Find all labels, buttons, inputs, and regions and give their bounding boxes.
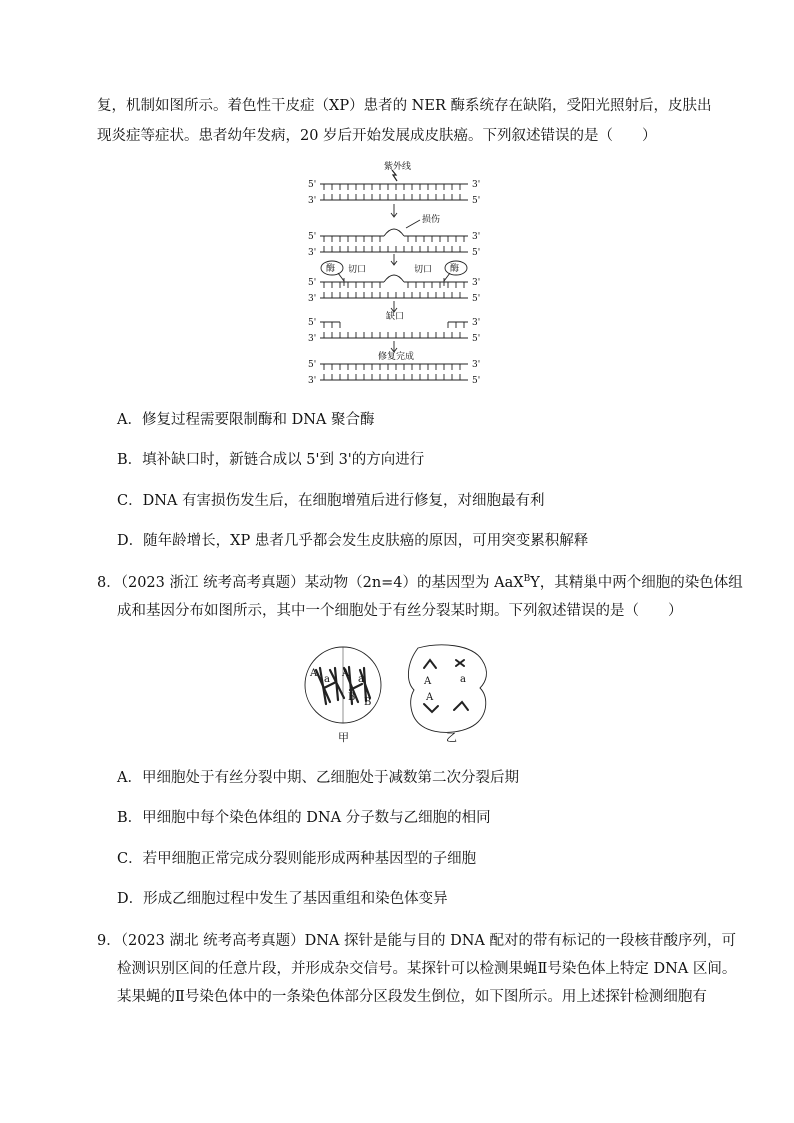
q7-intro-line-2: 现炎症等症状。患者幼年发病，20 岁后开始发展成皮肤癌。下列叙述错误的是（ ）	[97, 128, 657, 144]
svg-text:3': 3'	[308, 334, 317, 344]
svg-text:3': 3'	[472, 360, 481, 370]
q8-stem-line-2: 成和基因分布如图所示，其中一个细胞处于有丝分裂某时期。下列叙述错误的是（ ）	[117, 603, 683, 619]
q7-option-b: B．填补缺口时，新链合成以 5'到 3'的方向进行	[117, 452, 425, 468]
enzyme-label-left: 酶	[326, 264, 336, 274]
repair-complete-label: 修复完成	[378, 352, 415, 362]
svg-text:a: a	[460, 674, 466, 685]
enzyme-label-right: 酶	[450, 264, 460, 274]
q9-stem-line-2: 检测识别区间的任意片段，并形成杂交信号。某探针可以检测果蝇Ⅱ号染色体上特定 DNA 区间。	[117, 961, 737, 977]
svg-text:5': 5'	[308, 232, 317, 242]
cell-label-yi: 乙	[446, 731, 457, 744]
svg-text:a: a	[324, 674, 330, 685]
svg-text:3': 3'	[308, 294, 317, 304]
svg-text:A: A	[310, 668, 318, 679]
uv-label: 紫外线	[384, 162, 412, 172]
q7-option-d: D．随年龄增长，XP 患者几乎都会发生皮肤癌的原因，可用突变累积解释	[117, 533, 589, 549]
gap-label: 缺口	[386, 312, 405, 322]
svg-text:3': 3'	[308, 248, 317, 258]
svg-text:a: a	[358, 674, 364, 685]
svg-text:B: B	[364, 697, 372, 708]
svg-text:3': 3'	[308, 196, 317, 206]
q9-stem-line-1: 9．（2023 湖北 统考高考真题）DNA 探针是能与目的 DNA 配对的带有标记的一段核苷酸序列，可	[97, 933, 736, 949]
damage-label: 损伤	[422, 215, 441, 225]
svg-text:A: A	[426, 692, 434, 703]
svg-text:5': 5'	[472, 294, 481, 304]
cell-label-jia: 甲	[338, 731, 349, 744]
q8-stem-line-1: 8．（2023 浙江 统考高考真题）某动物（2n=4）的基因型为 AaX$^B$Y，其精巢中两个细胞的染色体组	[97, 574, 743, 591]
cut-label-right: 切口	[414, 265, 433, 275]
svg-text:A: A	[424, 676, 432, 687]
svg-text:5': 5'	[308, 180, 317, 190]
svg-text:5': 5'	[472, 334, 481, 344]
q8-option-a: A．甲细胞处于有丝分裂中期、乙细胞处于减数第二次分裂后期	[117, 770, 519, 786]
q8-option-d: D．形成乙细胞过程中发生了基因重组和染色体变异	[117, 891, 448, 907]
svg-text:5': 5'	[308, 318, 317, 328]
q7-option-c: C．DNA 有害损伤发生后，在细胞增殖后进行修复，对细胞最有利	[117, 493, 545, 509]
cut-label-left: 切口	[348, 265, 367, 275]
svg-text:3': 3'	[472, 318, 481, 328]
svg-text:3': 3'	[472, 278, 481, 288]
q8-option-c: C．若甲细胞正常完成分裂则能形成两种基因型的子细胞	[117, 851, 477, 867]
q7-option-a: A．修复过程需要限制酶和 DNA 聚合酶	[117, 412, 375, 428]
cell-division-figure	[300, 638, 500, 746]
svg-text:5': 5'	[472, 196, 481, 206]
svg-text:5': 5'	[308, 360, 317, 370]
svg-text:5': 5'	[308, 278, 317, 288]
q7-intro-line-1: 复，机制如图所示。着色性干皮症（XP）患者的 NER 酶系统存在缺陷，受阳光照射后，皮肤出	[97, 98, 712, 114]
ner-repair-figure	[300, 160, 500, 388]
svg-text:3': 3'	[472, 180, 481, 190]
svg-text:A: A	[342, 668, 350, 679]
svg-text:5': 5'	[472, 376, 481, 386]
svg-text:3': 3'	[308, 376, 317, 386]
svg-text:B: B	[348, 692, 356, 703]
q8-option-b: B．甲细胞中每个染色体组的 DNA 分子数与乙细胞的相同	[117, 810, 491, 826]
q9-stem-line-3: 某果蝇的Ⅱ号染色体中的一条染色体部分区段发生倒位，如下图所示。用上述探针检测细胞有	[117, 989, 707, 1005]
svg-text:5': 5'	[472, 248, 481, 258]
svg-text:3': 3'	[472, 232, 481, 242]
